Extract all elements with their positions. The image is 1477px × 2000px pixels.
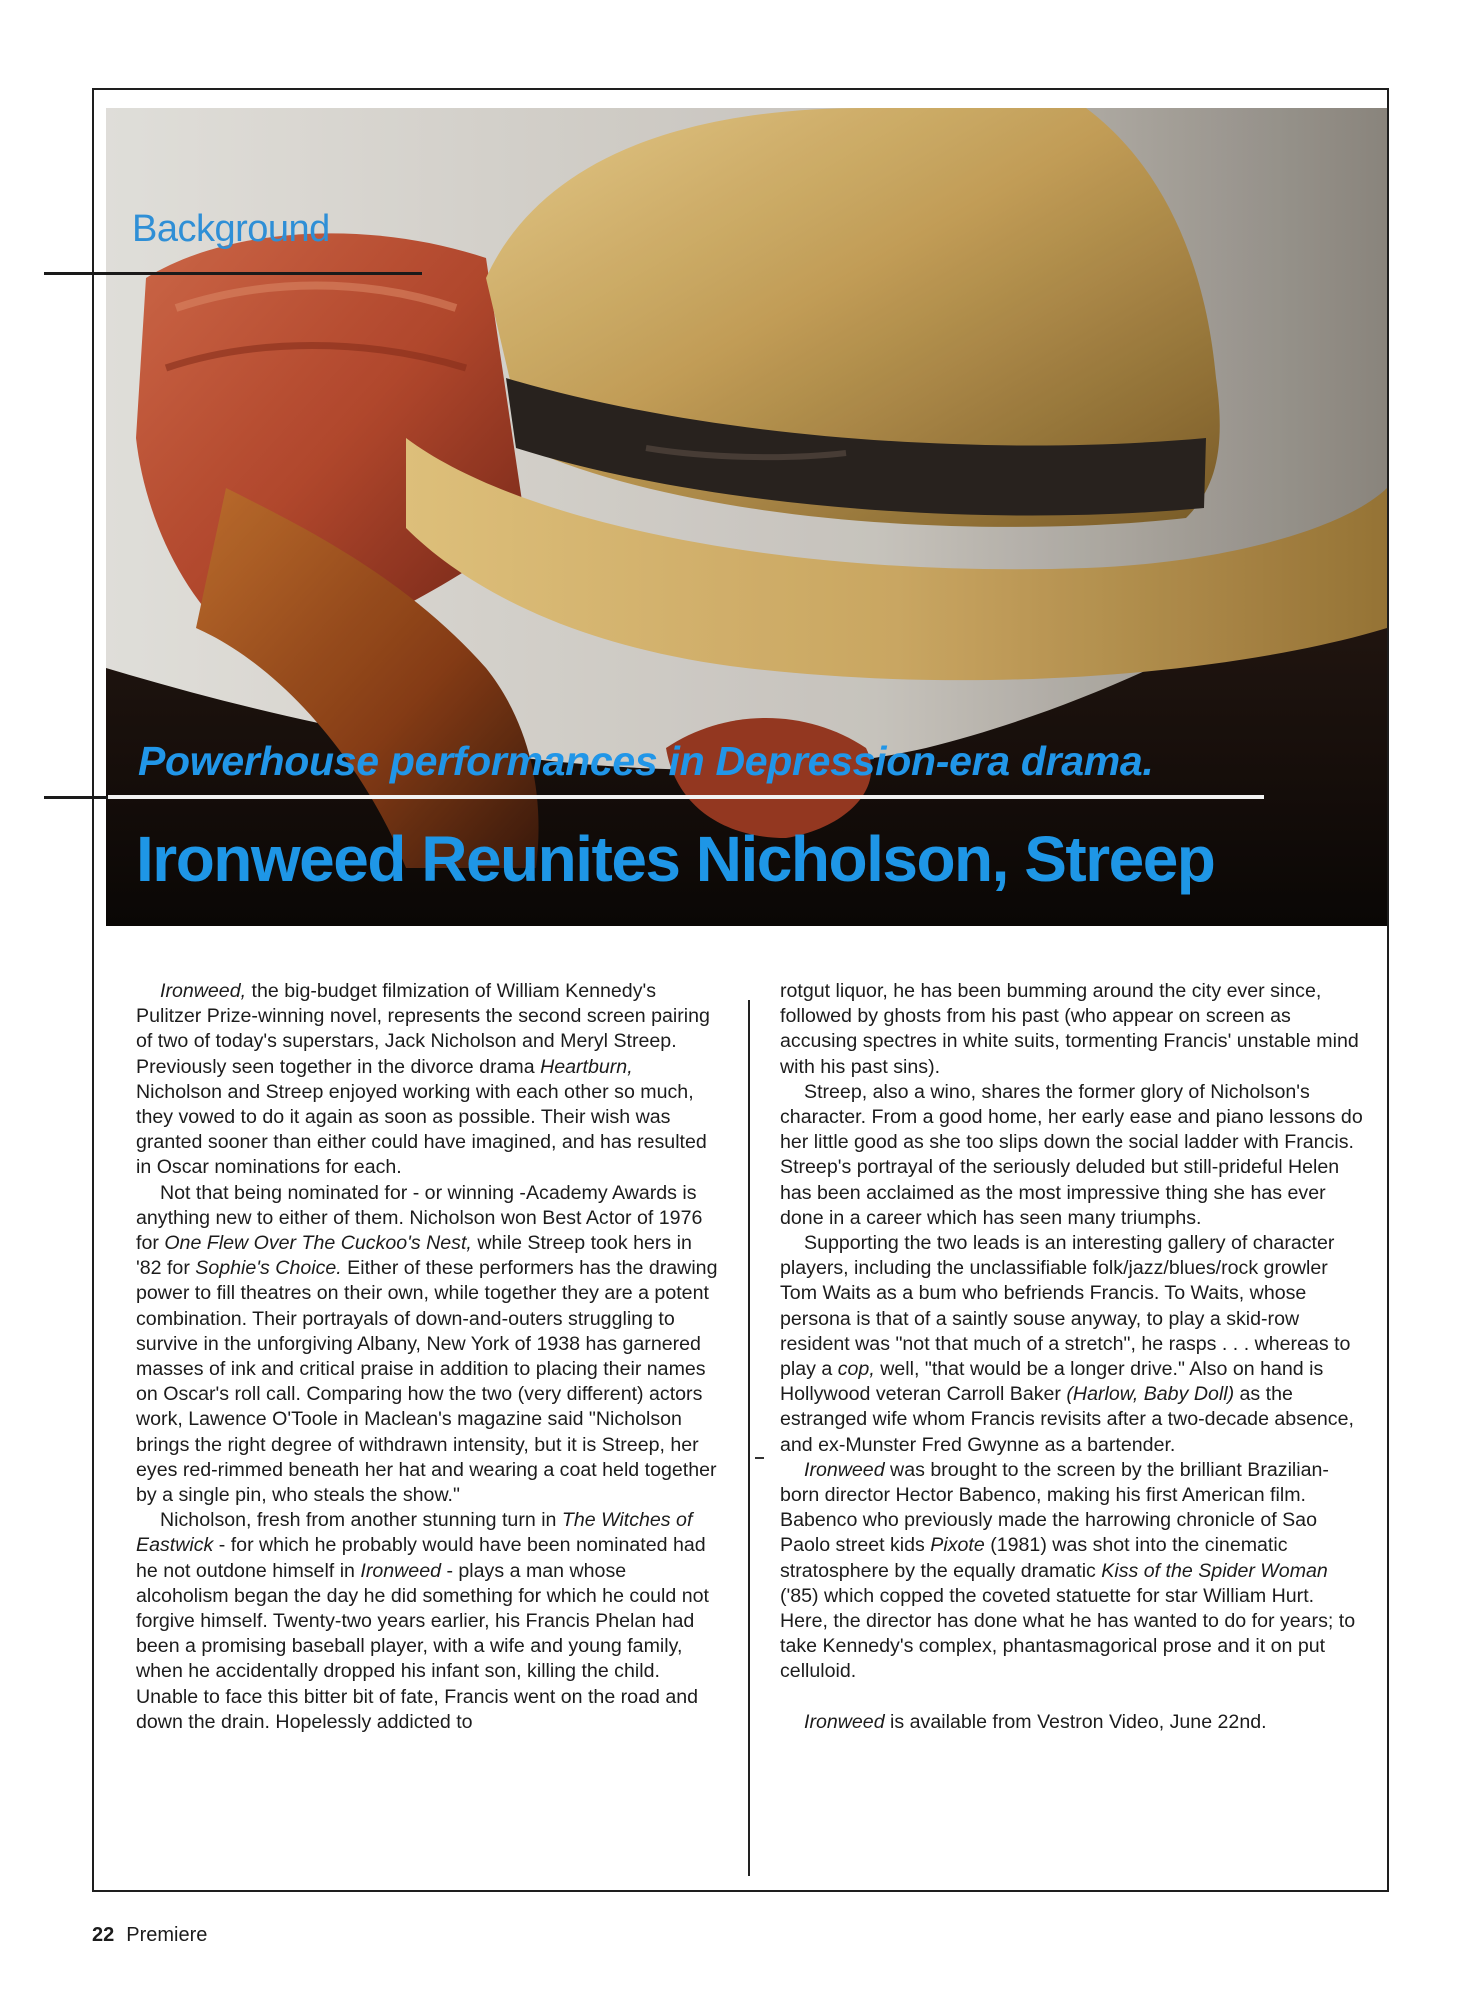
deck-subheadline: Powerhouse performances in Depression-era drama. [138, 738, 1154, 784]
page-number: 22 [92, 1924, 115, 1946]
page-footer [92, 1924, 207, 1947]
margin-mark [755, 1457, 764, 1459]
column-divider [748, 1000, 750, 1876]
availability-note: Ironweed is available from Vestron Video, June 22nd. [804, 1710, 1267, 1733]
film-title: One Flew Over The Cuckoo's Nest, [164, 1232, 472, 1255]
paragraph: Streep, also a wino, shares the former glory of Nicholson's character. From a good home, her early ease and piano lessons do her little good as she too slips down the social ladder with Francis. Streep's portrayal of the seriously deluded but still-prideful Helen has been acclaimed as the most impressive thing she has ever done in a career which has seen many triumphs. [780, 1080, 1363, 1229]
paragraph: Not that being nominated for - or winning -Academy Awards is anything new to either of them. Nicholson won Best Actor of 1976 for One Flew Over The Cuckoo's Nest, while Streep took hers in '82 for Sophie's Choice. Either of these performers has the drawing power to fill theatres on their own, while together they are a potent combination. Their portrayals of down-and-outers struggling to survive in the unforgiving Albany, New York of 1938 has garnered masses of ink and critical praise in addition to placing their names on Oscar's roll call. Comparing how the two (very different) actors work, Lawence O'Toole in Maclean's magazine said "Nicholson brings the right degree of withdrawn intensity, but it is Streep, her eyes red-rimmed beneath her hat and wearing a coat held together by a single pin, who steals the show." [136, 1181, 718, 1507]
film-title: Ironweed, [160, 980, 247, 1002]
paragraph: Ironweed, the big-budget filmization of William Kennedy's Pulitzer Prize-winning novel, represents the second screen pairing of two of today's superstars, Jack Nicholson and Meryl Streep. Previously seen together in the divorce drama Heartburn, Nicholson and Streep enjoyed working with each other so much, they vowed to do it again as soon as possible. Their wish was granted sooner than either could have imagined, and has resulted in Oscar nominations for each. [136, 980, 710, 1179]
film-title: Pixote [930, 1534, 985, 1557]
film-title: Sophie's Choice. [195, 1257, 342, 1280]
film-title: Ironweed [360, 1559, 441, 1582]
article-column-right [780, 979, 1366, 1735]
film-title: (Harlow, Baby Doll) [1066, 1383, 1235, 1406]
article-headline: Ironweed Reunites Nicholson, Streep [136, 823, 1215, 895]
film-title: Kiss of the Spider Woman [1101, 1559, 1328, 1582]
film-title: The Witches of Eastwick [136, 1509, 693, 1557]
film-title: Heartburn, [540, 1055, 633, 1078]
film-title: Ironweed [804, 1710, 885, 1733]
section-rule [44, 272, 422, 275]
paragraph: Ironweed was brought to the screen by the brilliant Brazilian-born director Hector Babenco, making his first American film. Babenco who previously made the harrowing chronicle of Sao Paolo street kids Pixote (1981) was shot into the cinematic stratosphere by the equally dramatic Kiss of the Spider Woman ('85) which copped the coveted statuette for star William Hurt. Here, the director has done what he has wanted to do for years; to take Kennedy's complex, phantasmagorical prose and it on put celluloid. [780, 1458, 1356, 1683]
paragraph: Supporting the two leads is an interesting gallery of character players, including the unclassifiable folk/jazz/blues/rock growler Tom Waits as a bum who befriends Francis. To Waits, whose persona is that of a saintly souse anyway, to play a skid-row resident was "not that much of a stretch", he rasps . . . whereas to play a cop, well, "that would be a longer drive." Also on hand is Hollywood veteran Carroll Baker (Harlow, Baby Doll) as the estranged wife whom Francis revisits after a two-decade absence, and ex-Munster Fred Gwynne as a bartender. [780, 1232, 1354, 1456]
section-label: Background [132, 208, 330, 250]
deck-rule-left [44, 796, 110, 799]
paragraph: Nicholson, fresh from another stunning turn in The Witches of Eastwick - for which he probably would have been nominated had he not outdone himself in Ironweed - plays a man whose alcoholism began the day he did something for which he could not forgive himself. Twenty-two years earlier, his Francis Phelan had been a promising baseball player, with a wife and young family, when he accidentally dropped his infant son, killing the child. Unable to face this bitter bit of fate, Francis went on the road and down the drain. Hopelessly addicted to [136, 1509, 709, 1733]
film-title: Ironweed [804, 1458, 885, 1481]
paragraph: rotgut liquor, he has been bumming around the city ever since, followed by ghosts from his past (who appear on screen as accusing spectres in white suits, tormenting Francis' unstable mind with his past sins). [780, 980, 1359, 1078]
magazine-name: Premiere [126, 1924, 208, 1946]
deck-rule-white [108, 795, 1264, 799]
article-column-left [136, 979, 720, 1735]
